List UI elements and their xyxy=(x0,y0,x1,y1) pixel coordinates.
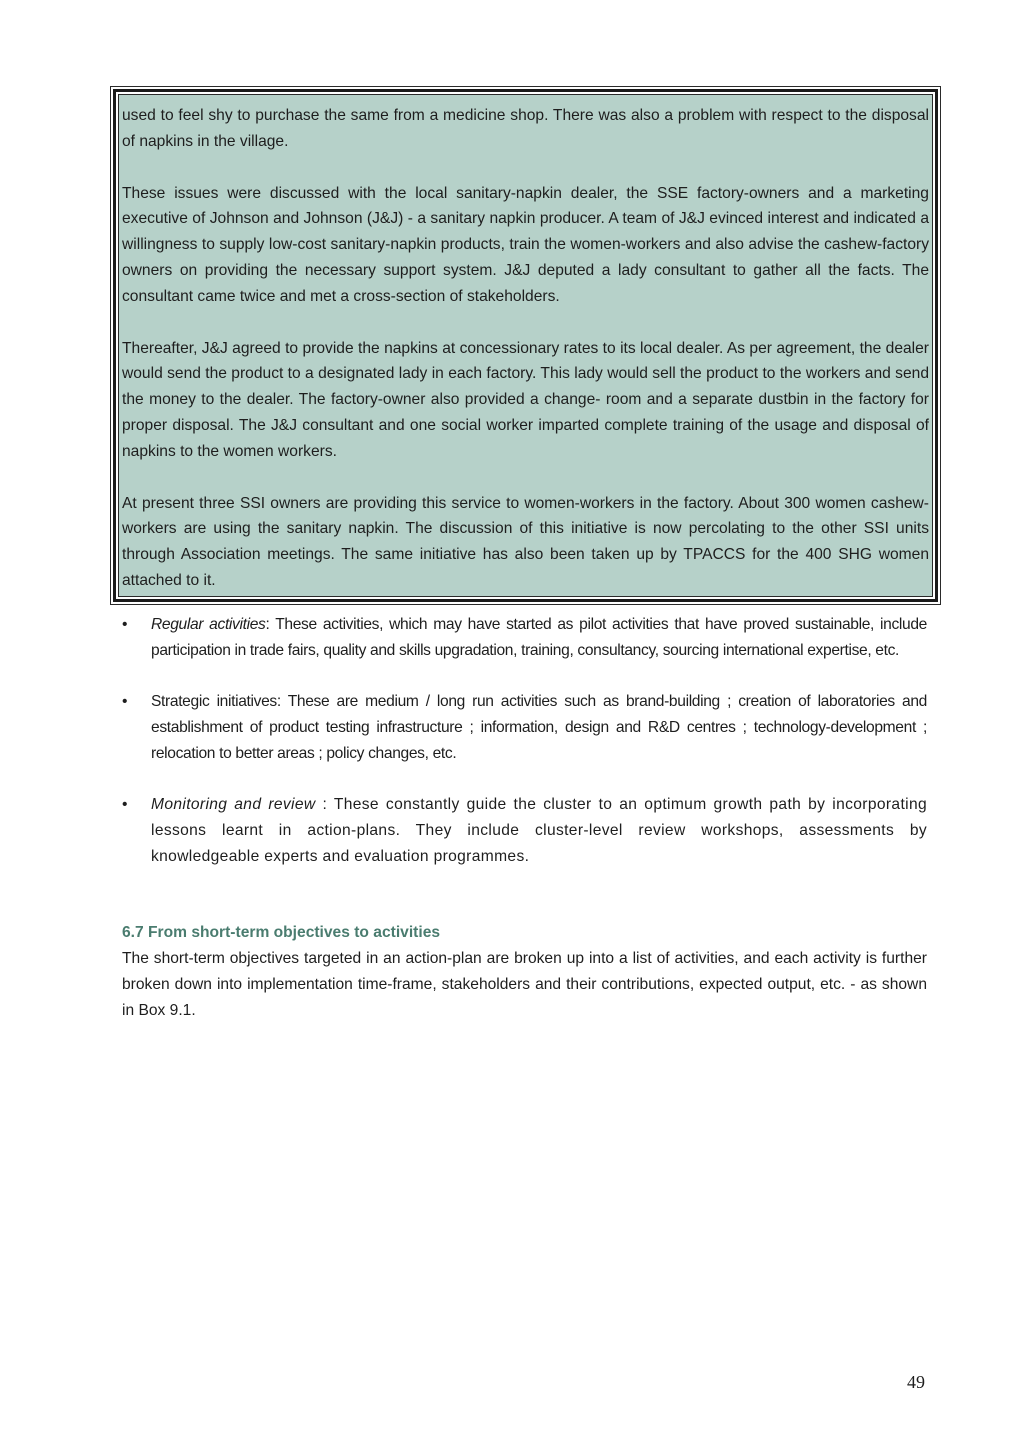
bullet-term: Regular activities xyxy=(151,616,266,633)
case-study-box-frame xyxy=(113,89,938,602)
page-number: 49 xyxy=(907,1372,925,1392)
case-study-paragraph: Thereafter, J&J agreed to provide the napkins at concessionary rates to its local dealer. As per agreement, the dealer would send the product to a designated lady in each factory. This lady would sell the product to the workers and send the money to the dealer. The factory-owner also provided a change- room and a separate dustbin in the factory for proper disposal. The J&J consultant and one social worker imparted complete training of the usage and disposal of napkins to the women workers. xyxy=(122,339,929,460)
case-study-paragraph: used to feel shy to purchase the same from a medicine shop. There was also a problem with respect to the disposal of napkins in the village. xyxy=(122,107,929,150)
bullet-text: Strategic initiatives: These are medium / long run activities such as brand-building ; creation of laboratories and establishment of product testing infrastructure ; information, design and R&D centres ; technology-development ; relocation to better areas ; policy changes, etc. xyxy=(151,693,927,762)
activity-bullet-list xyxy=(122,612,927,895)
bullet-text: : These constantly guide the cluster to an optimum growth path by incorporating lessons learnt in action-plans. They include cluster-level review workshops, assessments by knowledgeable experts and evaluation programmes. xyxy=(151,796,927,865)
bullet-regular-activities xyxy=(122,612,927,664)
bullet-marker: • xyxy=(122,693,128,710)
case-study-box-content xyxy=(118,94,933,597)
section-heading: 6.7 From short-term objectives to activities xyxy=(122,924,441,941)
case-study-paragraph: At present three SSI owners are providing this service to women-workers in the factory. About 300 women cashew-workers are using the sanitary napkin. The discussion of this initiative is now percolating to the other SSI units through Association meetings. The same initiative has also been taken up by TPACCS for the 400 SHG women attached to it. xyxy=(122,494,929,589)
bullet-marker: • xyxy=(122,796,128,813)
case-study-box xyxy=(110,86,941,605)
bullet-marker: • xyxy=(122,616,128,633)
case-study-paragraph: These issues were discussed with the local sanitary-napkin dealer, the SSE factory-owners and a marketing executive of Johnson and Johnson (J&J) - a sanitary napkin producer. A team of J&J evinced interest and indicated a willingness to supply low-cost sanitary-napkin products, train the women-workers and also advise the cashew-factory owners on providing the necessary support system. J&J deputed a lady consultant to gather all the facts. The consultant came twice and met a cross-section of stakeholders. xyxy=(122,184,929,305)
bullet-monitoring-review xyxy=(122,792,927,870)
bullet-term: Monitoring and review xyxy=(151,796,316,813)
section-paragraph: The short-term objectives targeted in an action-plan are broken up into a list of activities, and each activity is further broken down into implementation time-frame, stakeholders and their contributions, expected output, etc. - as shown in Box 9.1. xyxy=(122,950,927,1019)
bullet-strategic-initiatives xyxy=(122,689,927,767)
bullet-text: : These activities, which may have started as pilot activities that have proved sustainable, include participation in trade fairs, quality and skills upgradation, training, consultancy, sourcing international expertise, etc. xyxy=(151,616,928,659)
